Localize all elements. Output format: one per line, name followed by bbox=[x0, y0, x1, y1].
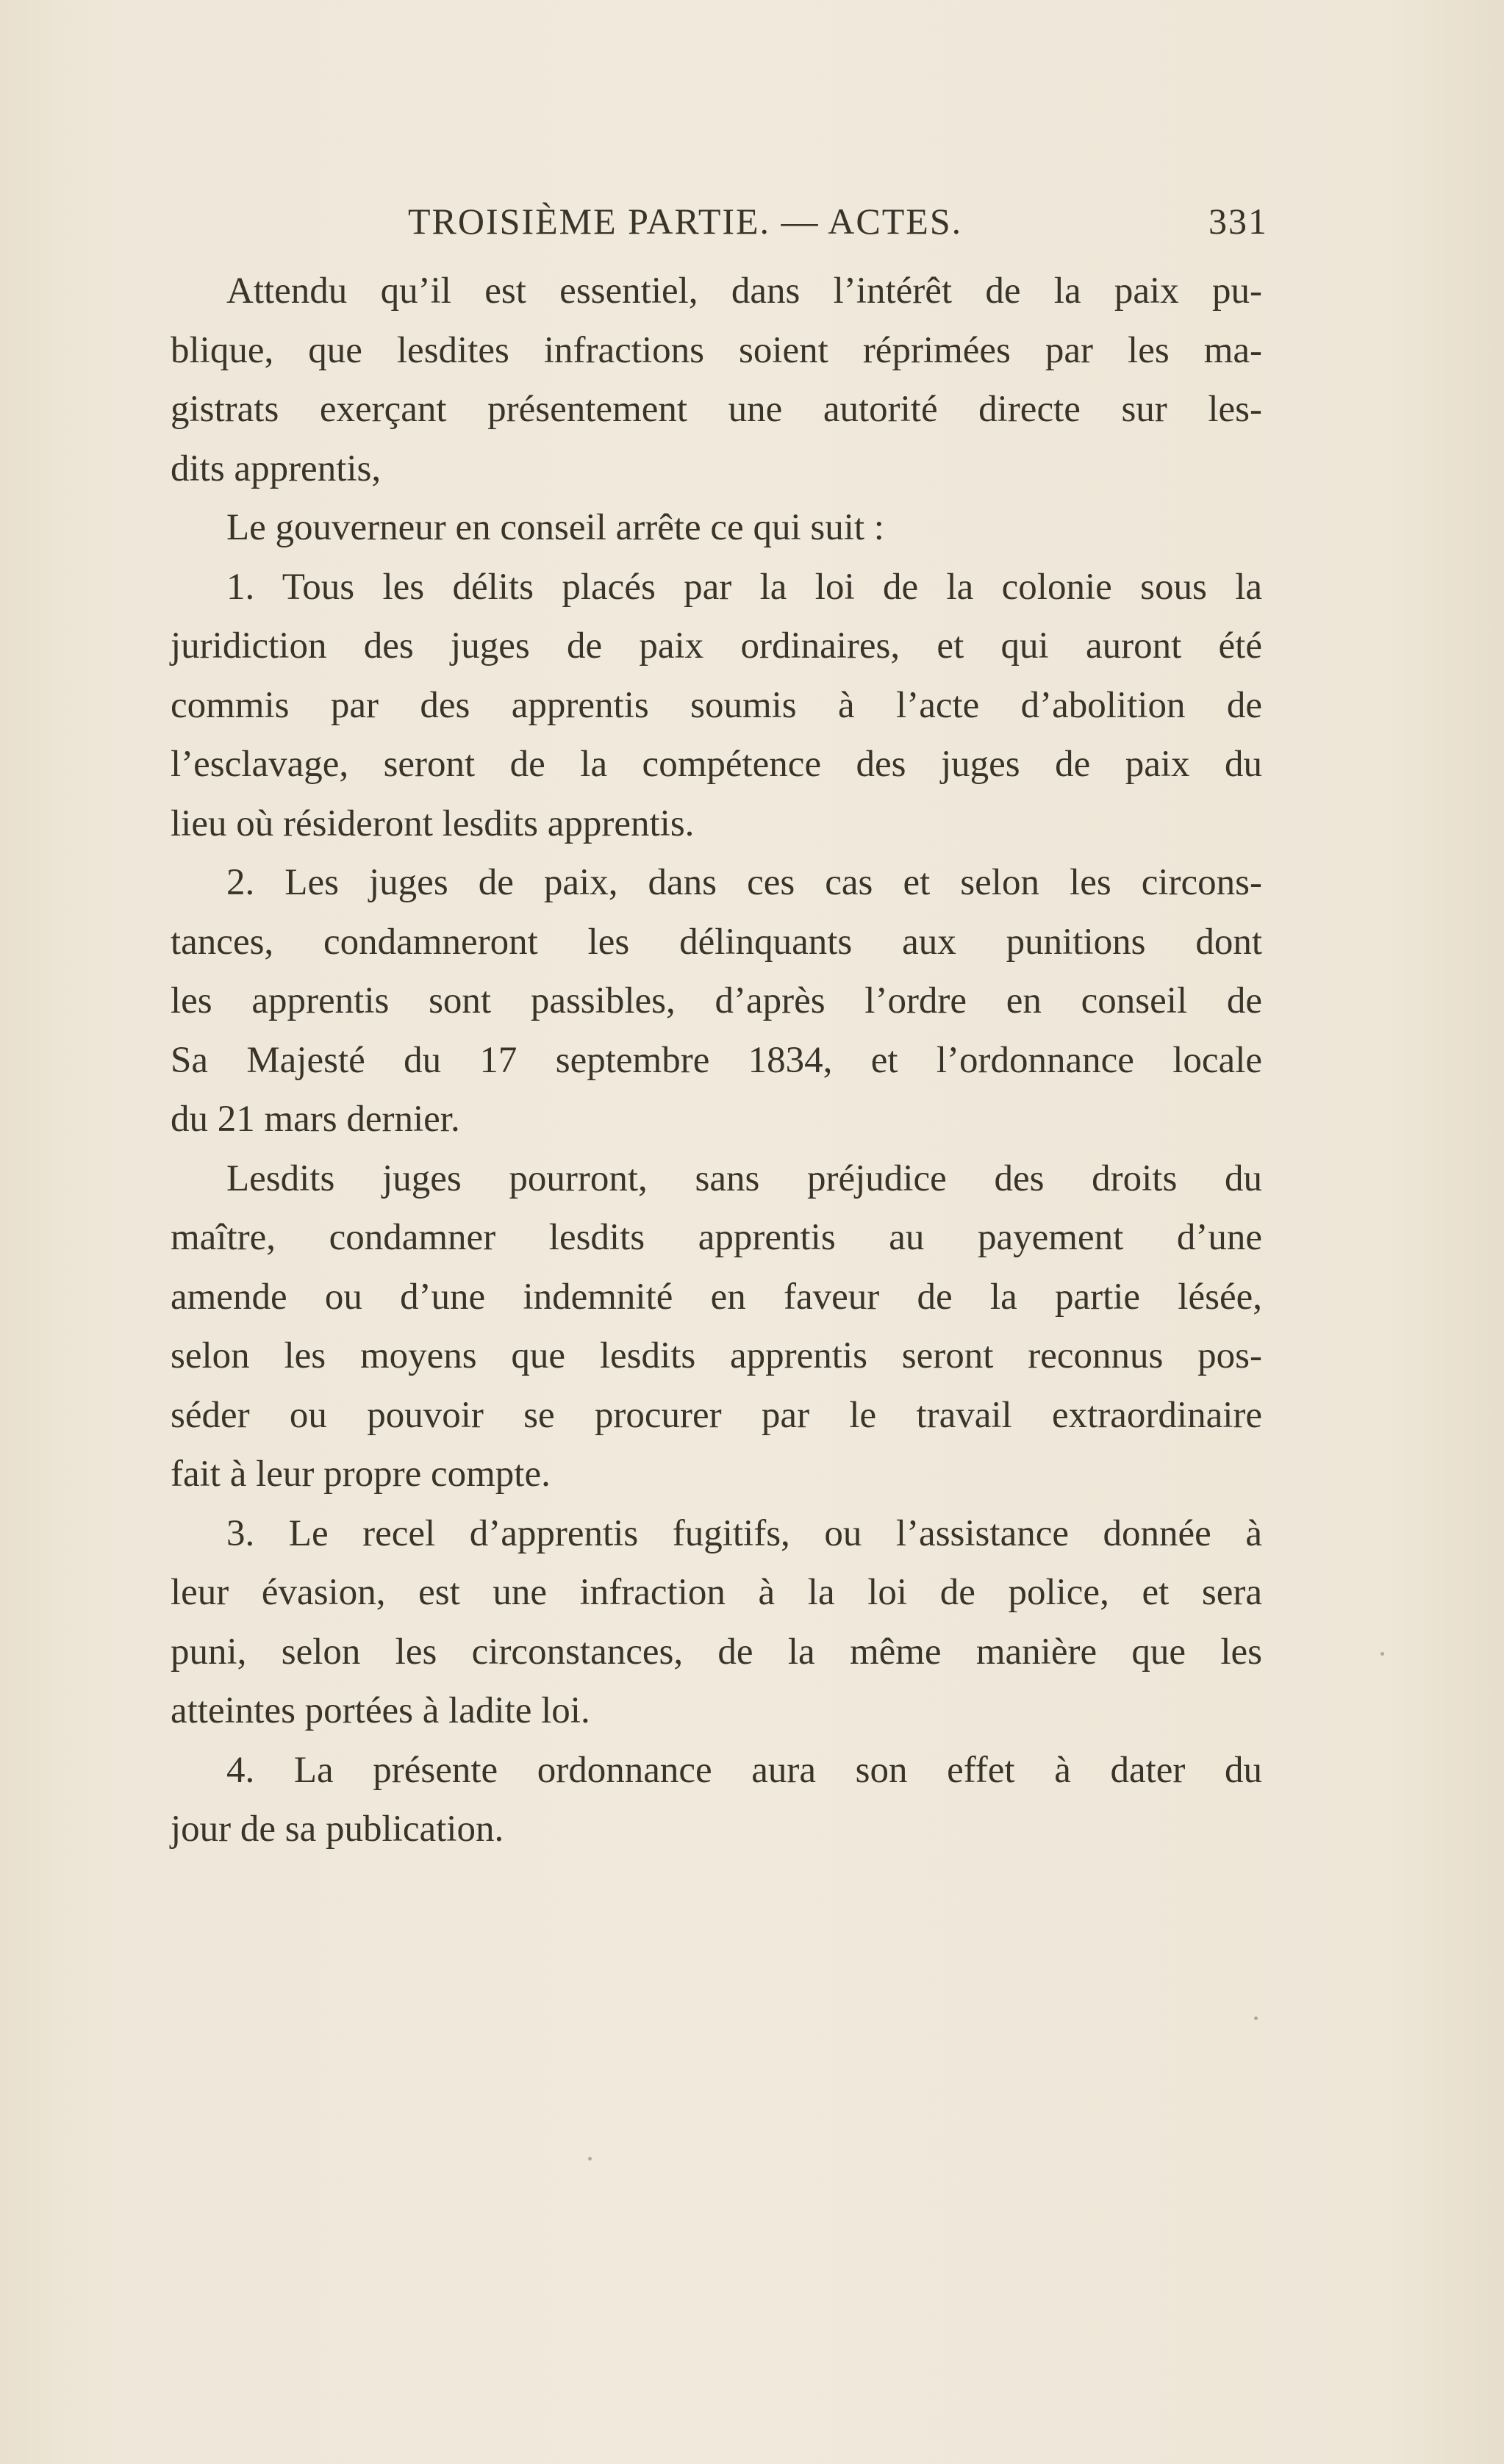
text-line: 4. La présente ordonnance aura son effet à dater du bbox=[226, 1749, 1262, 1791]
text-line: gistrats exerçant présentement une autorité directe sur les- bbox=[171, 389, 1262, 430]
text-line: amende ou d’une indemnité en faveur de la partie lésée, bbox=[171, 1276, 1262, 1318]
text-line: lieu où résideront lesdits apprentis. bbox=[171, 802, 695, 844]
paper-speck bbox=[588, 2157, 592, 2161]
text-line: 2. Les juges de paix, dans ces cas et selon les circons- bbox=[226, 862, 1262, 903]
text-line: jour de sa publication. bbox=[171, 1809, 504, 1850]
text-line: séder ou pouvoir se procurer par le travail extraordinaire bbox=[171, 1394, 1262, 1436]
text-line: maître, condamner lesdits apprentis au payement d’une bbox=[171, 1217, 1262, 1258]
body-text bbox=[171, 262, 1262, 1859]
text-line: leur évasion, est une infraction à la loi de police, et sera bbox=[171, 1572, 1262, 1613]
text-line: commis par des apprentis soumis à l’acte d’abolition de bbox=[171, 684, 1262, 726]
page-number: 331 bbox=[1208, 201, 1268, 242]
text-line: Lesdits juges pourront, sans préjudice des droits du bbox=[226, 1157, 1262, 1199]
text-line: l’esclavage, seront de la compétence des juges de paix du bbox=[171, 744, 1262, 785]
text-line: du 21 mars dernier. bbox=[171, 1099, 460, 1140]
running-title: TROISIÈME PARTIE. — ACTES. bbox=[408, 201, 963, 242]
paper-speck bbox=[1254, 2016, 1258, 2020]
text-line: fait à leur propre compte. bbox=[171, 1454, 551, 1495]
text-line: 3. Le recel d’apprentis fugitifs, ou l’assistance donnée à bbox=[226, 1512, 1262, 1554]
text-line: juridiction des juges de paix ordinaires, et qui auront été bbox=[171, 625, 1262, 667]
text-line: Attendu qu’il est essentiel, dans l’intérêt de la paix pu- bbox=[226, 270, 1262, 312]
text-line: dits apprentis, bbox=[171, 448, 382, 489]
text-line: 1. Tous les délits placés par la loi de la colonie sous la bbox=[226, 566, 1262, 608]
text-line: Sa Majesté du 17 septembre 1834, et l’ordonnance locale bbox=[171, 1039, 1262, 1081]
text-line: puni, selon les circonstances, de la même manière que les bbox=[171, 1631, 1262, 1673]
text-line: blique, que lesdites infractions soient réprimées par les ma- bbox=[171, 329, 1262, 371]
text-line: tances, condamneront les délinquants aux punitions dont bbox=[171, 921, 1262, 963]
paper-speck bbox=[1381, 1652, 1384, 1656]
text-line: selon les moyens que lesdits apprentis seront reconnus pos- bbox=[171, 1335, 1262, 1376]
running-head bbox=[408, 195, 1268, 247]
text-line: atteintes portées à ladite loi. bbox=[171, 1690, 590, 1731]
text-line: Le gouverneur en conseil arrête ce qui suit : bbox=[226, 507, 884, 548]
text-line: les apprentis sont passibles, d’après l’ordre en conseil de bbox=[171, 980, 1262, 1021]
